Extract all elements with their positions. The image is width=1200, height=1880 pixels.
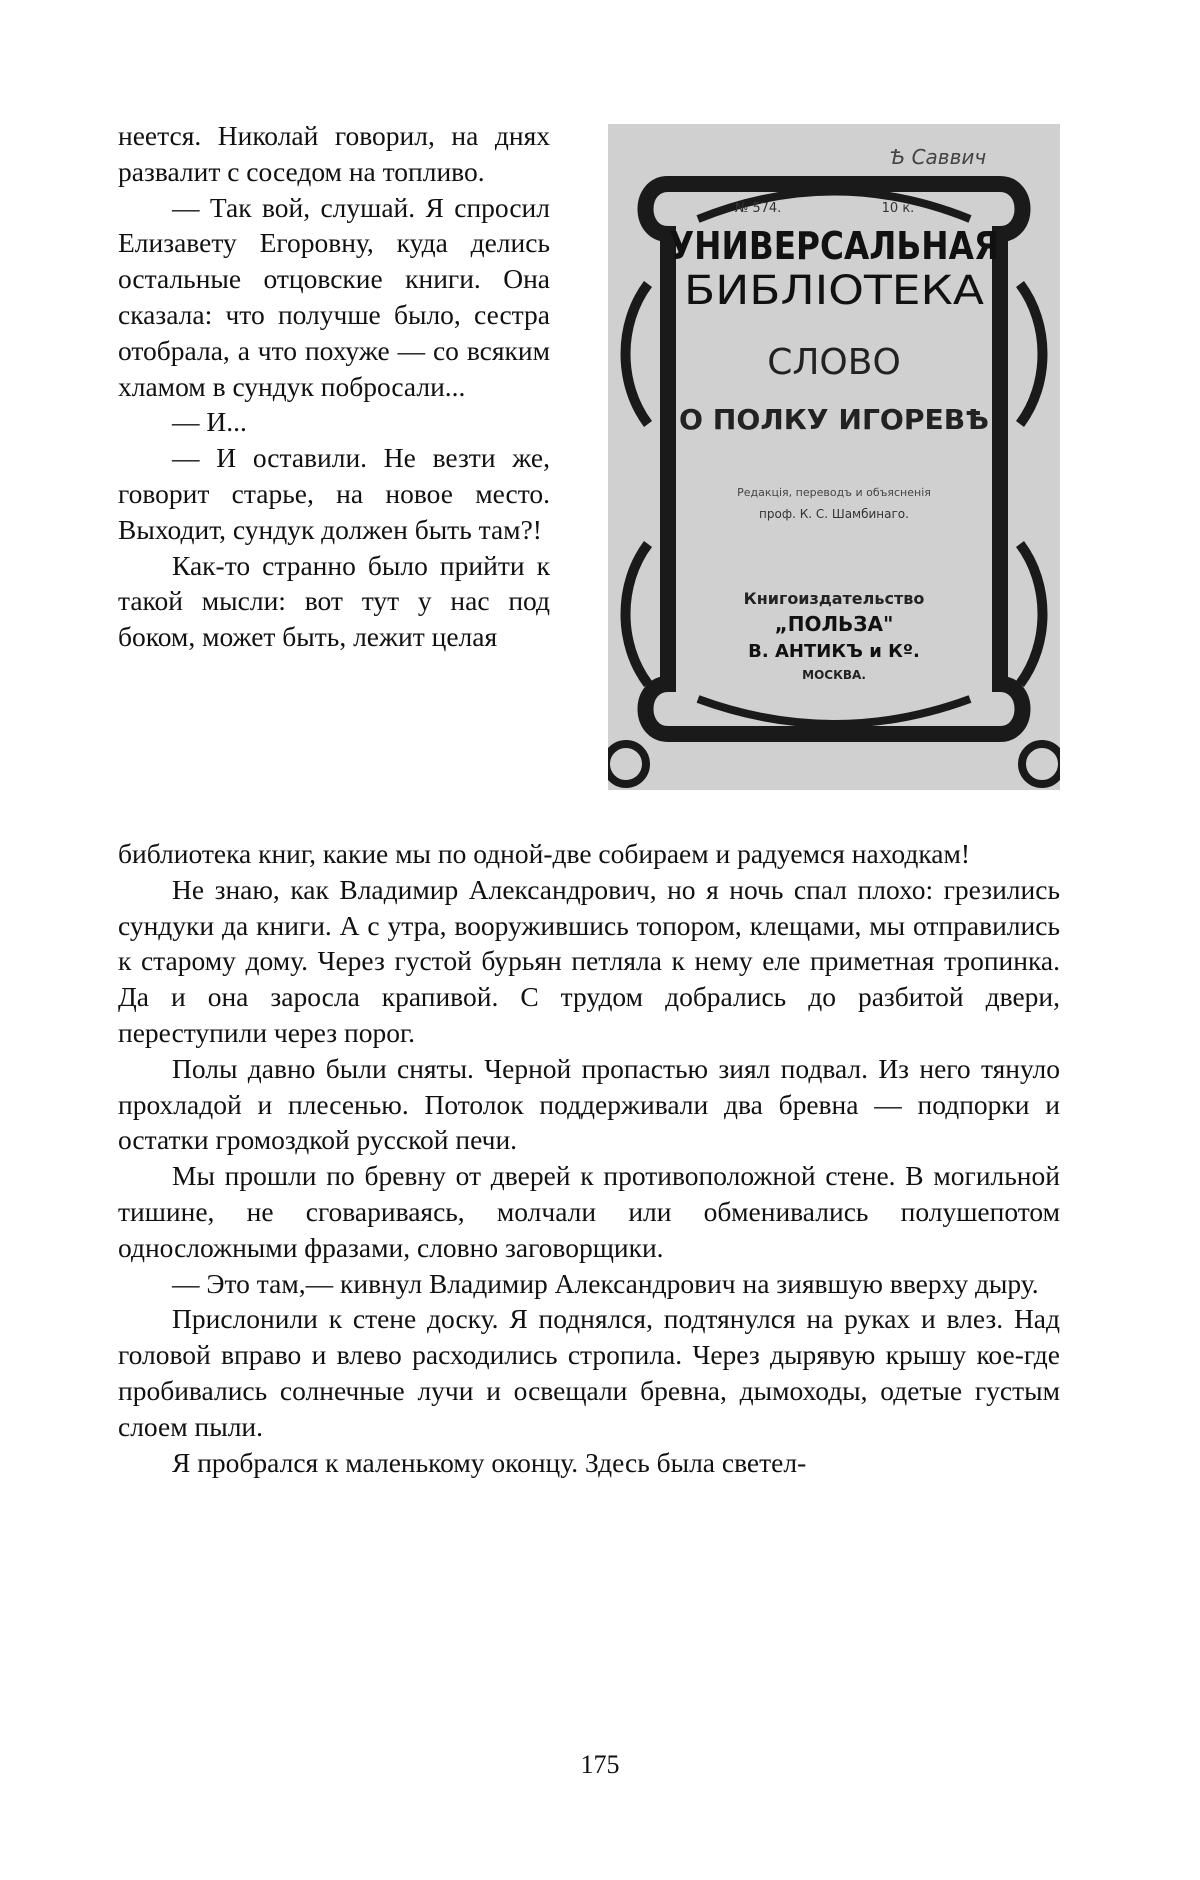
paragraph: — Это там,— кивнул Владимир Александрович на зиявшую вверху дыру. xyxy=(172,1267,1039,1299)
paragraph: библиотека книг, какие мы по одной-две собираем и радуемся находкам! xyxy=(118,838,971,869)
paragraph: — И... xyxy=(172,406,247,438)
cover-publisher-line2: „ПОЛЬЗА" xyxy=(774,612,894,636)
left-text-column xyxy=(118,118,550,655)
cover-title-line1: СЛОВО xyxy=(767,342,901,383)
cover-editor-line1: Редакція, переводъ и объясненія xyxy=(737,486,931,499)
cover-editor-line2: проф. К. С. Шамбинаго. xyxy=(759,507,909,521)
cover-publisher-line4: МОСКВА. xyxy=(802,668,866,682)
page-number: 175 xyxy=(580,1750,620,1779)
cover-number: № 574. xyxy=(734,201,782,216)
cover-signature: Ѣ Саввич xyxy=(889,145,987,169)
book-cover-illustration xyxy=(608,124,1060,790)
cover-price: 10 к. xyxy=(881,201,915,216)
cover-publisher-line1: Книгоиздательство xyxy=(743,589,925,608)
full-text-column xyxy=(118,836,1060,1480)
cover-series-line1: УНИВЕРСАЛЬНАЯ xyxy=(669,224,999,268)
paragraph: неется. Николай говорил, на днях развалит с соседом на топливо. xyxy=(118,120,550,187)
paragraph: Как-то странно было прийти к такой мысли: вот тут у нас под боком, может быть, лежит целая xyxy=(118,549,550,653)
cover-title-line2: О ПОЛКУ ИГОРЕВѢ xyxy=(679,403,989,436)
paragraph: Прислонили к стене доску. Я поднялся, подтянулся на руках и влез. Над головой вправо и влево расходились стропила. Через дырявую крышу кое-где пробивались солнечные лучи и освещали бревна, дымоходы, одетые густым слоем пыли. xyxy=(118,1303,1060,1442)
paragraph: Я пробрался к маленькому оконцу. Здесь была светел- xyxy=(172,1446,807,1478)
paragraph: Мы прошли по бревну от дверей к противоположной стене. В могильной тишине, не сговариваясь, молчали или обменивались полушепотом односложными фразами, словно заговорщики. xyxy=(118,1160,1060,1263)
paragraph: — Так вой, слушай. Я спросил Елизавету Егоровну, куда делись остальные отцовские книги. Она сказала: что получше было, сестра отобрала, а что похуже — со всяким хламом в сундук побросали... xyxy=(118,191,550,402)
cover-svg xyxy=(608,124,1060,790)
paragraph: Полы давно были сняты. Черной пропастью зиял подвал. Из него тянуло прохладой и плесенью. Потолок поддерживали два бревна — подпорки и остатки громоздкой русской печи. xyxy=(118,1052,1060,1156)
cover-publisher-line3: В. АНТИКЪ и Кº. xyxy=(748,641,920,662)
paragraph: Не знаю, как Владимир Александрович, но я ночь спал плохо: грезились сундуки да книги. А с утра, вооружившись топором, клещами, мы отправились к старому дому. Через густой бурьян петляла к нему еле приметная тропинка. Да и она заросла крапивой. С трудом добрались до разбитой двери, переступили через порог. xyxy=(118,873,1060,1048)
cover-series-line2: БИБЛІОТЕКА xyxy=(684,268,985,314)
paragraph: — И оставили. Не везти же, говорит старье, на новое место. Выходит, сундук должен быть там?! xyxy=(118,442,550,545)
